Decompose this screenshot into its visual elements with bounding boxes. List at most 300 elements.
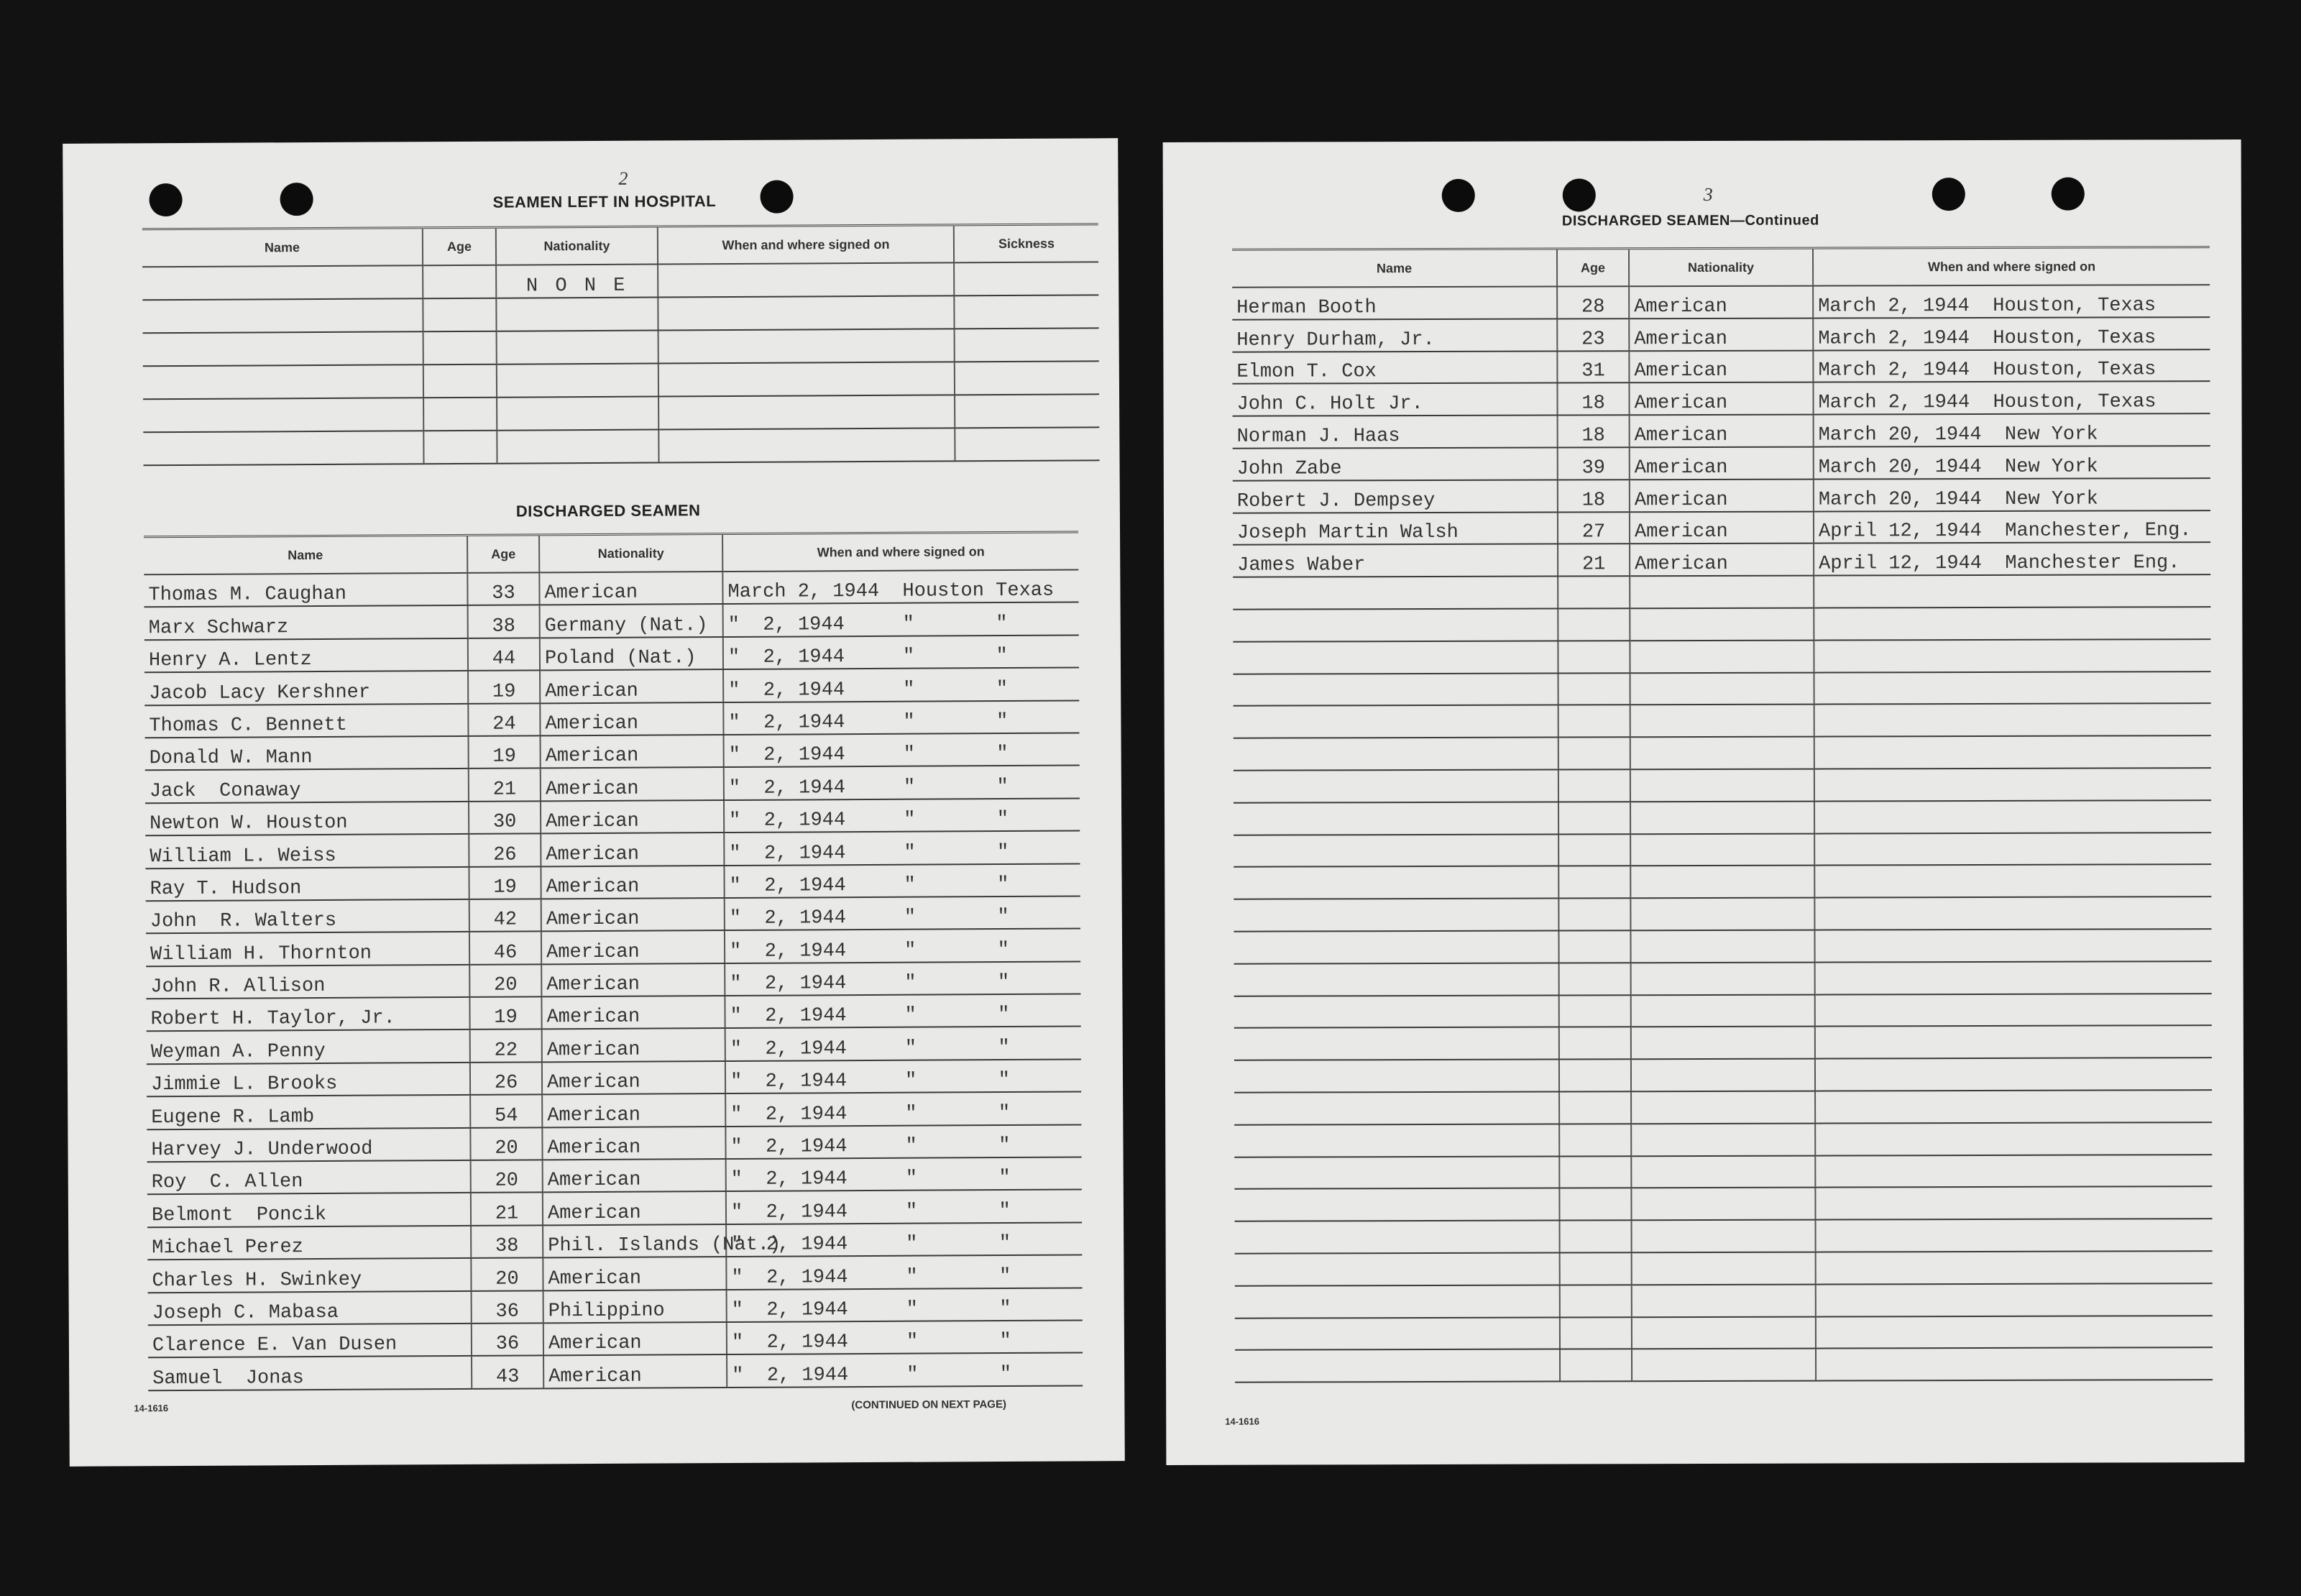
table-row — [1234, 994, 2212, 1028]
name-cell: Herman Booth — [1232, 287, 1557, 320]
age-cell — [1558, 608, 1630, 641]
age-cell: 19 — [468, 671, 540, 704]
hospital-table — [142, 223, 1100, 466]
signed-on-cell — [1815, 1090, 2212, 1123]
signed-on-cell: " 2, 1944 " " — [725, 1124, 1081, 1159]
name-cell: Eugene R. Lamb — [147, 1095, 470, 1129]
table-row — [143, 328, 1099, 366]
age-cell: 24 — [468, 703, 540, 736]
signed-on-cell: March 2, 1944 Houston, Texas — [1813, 349, 2210, 382]
nationality-cell — [496, 298, 658, 331]
nationality-cell — [497, 364, 658, 398]
name-cell — [143, 331, 423, 366]
nationality-cell — [1632, 1252, 1816, 1285]
discharged-section-title: DISCHARGED SEAMEN — [515, 501, 701, 520]
binder-hole — [1442, 179, 1475, 212]
age-cell — [1558, 834, 1630, 866]
nationality-cell: American — [1630, 447, 1814, 480]
signed-on-cell — [658, 329, 955, 363]
table-row — [1232, 382, 2210, 416]
age-cell: 23 — [1557, 318, 1629, 351]
column-header-signed-on: When and where signed on — [722, 532, 1078, 572]
nationality-cell — [1631, 1091, 1815, 1124]
name-cell — [1234, 705, 1558, 738]
signed-on-cell: " 2, 1944 " " — [723, 668, 1079, 702]
signed-on-cell — [1814, 896, 2211, 930]
age-cell — [1560, 1252, 1632, 1285]
age-cell: 33 — [467, 572, 539, 605]
age-cell — [1560, 1285, 1632, 1317]
table-row — [144, 700, 1079, 738]
table-row — [1234, 735, 2211, 770]
nationality-cell — [1630, 608, 1814, 641]
name-cell: John C. Holt Jr. — [1232, 383, 1557, 416]
nationality-cell: American — [540, 702, 723, 736]
age-cell: 22 — [470, 1029, 542, 1063]
nationality-cell: American — [541, 898, 725, 932]
table-row — [147, 1190, 1082, 1227]
continued-section-title: DISCHARGED SEAMEN—Continued — [1561, 212, 1819, 229]
table-row — [143, 394, 1099, 432]
signed-on-cell — [658, 362, 955, 396]
age-cell: 26 — [470, 1062, 542, 1095]
signed-on-cell: " 2, 1944 " " — [724, 798, 1080, 833]
name-cell — [1234, 673, 1558, 706]
table-row — [1234, 833, 2211, 867]
signed-on-cell — [1816, 1347, 2213, 1380]
right-page — [1163, 139, 2245, 1465]
form-number: 14-1616 — [134, 1403, 169, 1414]
age-cell — [1558, 769, 1630, 802]
name-cell — [1235, 1285, 1560, 1318]
nationality-cell: American — [543, 1354, 727, 1388]
signed-on-cell: " 2, 1944 " " — [724, 831, 1080, 866]
sickness-cell — [955, 328, 1099, 362]
age-cell: 27 — [1558, 512, 1630, 544]
discharged-seamen-table — [144, 531, 1083, 1391]
nationality-cell — [1631, 1155, 1815, 1188]
name-cell: James Waber — [1233, 544, 1558, 577]
name-cell: Roy C. Allen — [147, 1160, 471, 1195]
nationality-cell — [1631, 1123, 1815, 1155]
name-cell — [1234, 769, 1558, 802]
age-cell: 43 — [472, 1356, 543, 1389]
table-row — [147, 1092, 1081, 1129]
age-cell: 39 — [1558, 447, 1630, 480]
table-row — [142, 262, 1098, 300]
age-cell: 38 — [471, 1225, 543, 1258]
name-cell: Marx Schwarz — [144, 605, 468, 640]
nationality-cell — [1631, 962, 1815, 994]
table-row — [144, 668, 1079, 705]
table-row — [1232, 349, 2210, 384]
age-cell — [1559, 1156, 1631, 1188]
nationality-cell — [1630, 672, 1814, 705]
nationality-cell: American — [543, 1191, 726, 1225]
name-cell: Donald W. Mann — [145, 736, 469, 771]
signed-on-cell: " 2, 1944 " " — [726, 1222, 1082, 1257]
age-cell — [1559, 1124, 1631, 1156]
column-header-name: Name — [144, 535, 467, 574]
age-cell: 20 — [471, 1258, 543, 1291]
table-row — [147, 1255, 1082, 1293]
name-cell — [1235, 1349, 1560, 1382]
signed-on-cell: March 20, 1944 New York — [1814, 413, 2210, 446]
signed-on-cell — [658, 395, 955, 429]
form-number: 14-1616 — [1225, 1416, 1259, 1427]
name-cell — [143, 431, 423, 465]
column-header-nationality: Nationality — [496, 226, 658, 265]
age-cell — [1559, 1091, 1631, 1124]
nationality-cell: American — [1629, 286, 1813, 318]
nationality-cell: American — [1630, 544, 1814, 576]
age-cell — [423, 364, 497, 398]
signed-on-cell — [658, 262, 954, 297]
table-row — [1234, 961, 2212, 996]
signed-on-cell: March 2, 1944 Houston, Texas — [1813, 317, 2210, 350]
table-row — [1234, 1025, 2212, 1060]
nationality-cell: American — [542, 1127, 725, 1160]
table-row — [145, 766, 1080, 803]
nationality-cell — [1631, 1059, 1815, 1091]
name-cell — [1234, 963, 1559, 996]
name-cell: John R. Walters — [146, 899, 469, 934]
column-header-age: Age — [423, 227, 496, 265]
signed-on-cell — [1814, 833, 2211, 866]
nationality-cell — [1631, 1188, 1815, 1220]
binder-hole — [760, 180, 793, 214]
age-cell — [1558, 866, 1630, 899]
nationality-cell: American — [541, 833, 724, 866]
nationality-cell — [1630, 737, 1814, 769]
table-row — [147, 1222, 1082, 1260]
table-row — [144, 602, 1079, 640]
nationality-cell — [1630, 705, 1814, 737]
signed-on-cell: March 20, 1944 New York — [1814, 478, 2210, 511]
age-cell: 19 — [469, 735, 541, 769]
nationality-cell — [1632, 1316, 1816, 1349]
sickness-cell — [954, 262, 1098, 295]
age-cell: 38 — [468, 605, 540, 638]
signed-on-cell: " 2, 1944 " " — [723, 700, 1079, 735]
table-row — [143, 361, 1099, 399]
signed-on-cell — [1815, 1025, 2212, 1058]
binder-hole — [1932, 178, 1965, 211]
name-cell — [1235, 1317, 1560, 1350]
column-header-sickness: Sickness — [954, 224, 1098, 263]
signed-on-cell: " 2, 1944 " " — [725, 961, 1080, 996]
signed-on-cell — [1816, 1219, 2213, 1252]
table-row — [1233, 446, 2210, 480]
age-cell — [423, 431, 497, 464]
name-cell — [142, 298, 423, 333]
table-row — [146, 929, 1080, 966]
signed-on-cell: " 2, 1944 " " — [726, 1190, 1082, 1224]
nationality-cell: American — [540, 669, 723, 703]
nationality-cell — [497, 331, 658, 364]
signed-on-cell — [1814, 574, 2210, 607]
nationality-cell: American — [542, 1093, 725, 1127]
age-cell: 21 — [469, 769, 541, 802]
table-row — [146, 896, 1080, 933]
table-row — [144, 635, 1079, 672]
signed-on-cell — [1816, 1283, 2213, 1316]
table-row — [147, 1027, 1081, 1064]
table-row — [1235, 1316, 2213, 1350]
column-header-age: Age — [467, 535, 539, 573]
none-entry: N O N E — [496, 265, 658, 298]
nationality-cell: American — [543, 1322, 727, 1356]
age-cell: 36 — [472, 1290, 543, 1324]
nationality-cell: Phil. Islands (Nat.) — [543, 1224, 726, 1258]
age-cell: 20 — [471, 1160, 543, 1193]
age-cell — [1559, 963, 1631, 995]
name-cell: Newton W. Houston — [145, 802, 469, 836]
nationality-cell: American — [1629, 382, 1813, 415]
signed-on-cell — [1814, 800, 2211, 833]
sickness-cell — [955, 427, 1099, 461]
signed-on-cell: " 2, 1944 " " — [724, 766, 1080, 800]
name-cell — [1234, 1027, 1559, 1060]
table-row — [142, 295, 1098, 333]
table-row — [1235, 1251, 2213, 1285]
sickness-cell — [955, 394, 1099, 428]
signed-on-cell: March 20, 1944 New York — [1814, 446, 2210, 479]
signed-on-cell — [1816, 1316, 2213, 1349]
signed-on-cell — [658, 295, 954, 330]
age-cell: 20 — [469, 964, 541, 997]
name-cell — [1234, 738, 1558, 771]
table-row — [147, 1157, 1082, 1194]
signed-on-cell — [1815, 1155, 2212, 1188]
age-cell — [1560, 1220, 1632, 1252]
nationality-cell: American — [539, 572, 722, 605]
name-cell — [1234, 802, 1558, 835]
age-cell — [1558, 705, 1630, 738]
nationality-cell: American — [1630, 511, 1814, 544]
table-row — [1234, 704, 2211, 738]
signed-on-cell: " 2, 1944 " " — [726, 1255, 1082, 1290]
signed-on-cell — [1814, 704, 2211, 737]
nationality-cell: Poland (Nat.) — [540, 637, 723, 671]
name-cell: Elmon T. Cox — [1232, 351, 1557, 384]
age-cell — [423, 398, 497, 431]
table-row — [1234, 768, 2211, 802]
table-row — [145, 733, 1080, 770]
signed-on-cell — [1815, 961, 2212, 994]
name-cell: Ray T. Hudson — [145, 866, 469, 901]
table-row — [1234, 1058, 2212, 1092]
name-cell — [1234, 834, 1558, 867]
signed-on-cell: " 2, 1944 " " — [725, 1059, 1081, 1093]
nationality-cell: American — [541, 963, 725, 997]
name-cell: Joseph Martin Walsh — [1233, 512, 1558, 545]
discharged-seamen-continued-table — [1232, 246, 2213, 1383]
signed-on-cell: " 2, 1944 " " — [723, 602, 1079, 637]
name-cell — [143, 398, 423, 432]
age-cell: 31 — [1557, 351, 1629, 383]
nationality-cell — [1630, 769, 1814, 802]
signed-on-cell — [1815, 994, 2212, 1027]
name-cell: Michael Perez — [147, 1226, 471, 1260]
signed-on-cell: " 2, 1944 " " — [725, 929, 1080, 963]
table-row — [143, 427, 1099, 465]
age-cell — [1559, 995, 1631, 1027]
column-header-name: Name — [142, 228, 423, 267]
table-row — [1234, 1090, 2212, 1124]
continued-note: (CONTINUED ON NEXT PAGE) — [851, 1398, 1006, 1412]
name-cell: John R. Allison — [146, 965, 469, 999]
name-cell: Harvey J. Underwood — [147, 1128, 470, 1162]
age-cell — [1560, 1349, 1632, 1382]
age-cell: 18 — [1558, 415, 1630, 447]
age-cell: 21 — [471, 1193, 543, 1226]
age-cell — [1558, 930, 1630, 963]
name-cell — [1234, 995, 1559, 1028]
nationality-cell: American — [1630, 479, 1814, 511]
age-cell — [1558, 641, 1630, 673]
signed-on-cell — [1814, 671, 2211, 705]
age-cell — [1558, 737, 1630, 769]
column-header-nationality: Nationality — [539, 534, 722, 573]
column-header-nationality: Nationality — [1629, 248, 1813, 286]
name-cell — [1234, 1060, 1559, 1093]
name-cell — [1234, 866, 1558, 899]
name-cell — [1233, 608, 1558, 641]
age-cell — [1558, 898, 1630, 930]
table-row — [1234, 896, 2211, 931]
nationality-cell — [1631, 1027, 1815, 1059]
table-row — [1235, 1219, 2213, 1253]
table-row — [1234, 800, 2211, 835]
name-cell — [1234, 1156, 1559, 1189]
column-header-age: Age — [1557, 249, 1629, 287]
nationality-cell — [1632, 1284, 1816, 1316]
name-cell — [1234, 899, 1558, 932]
signed-on-cell: March 2, 1944 Houston Texas — [722, 569, 1078, 604]
signed-on-cell: " 2, 1944 " " — [725, 994, 1080, 1029]
nationality-cell: Philippino — [543, 1290, 727, 1324]
age-cell — [1559, 1059, 1631, 1091]
signed-on-cell — [658, 428, 955, 462]
table-row — [148, 1353, 1083, 1390]
name-cell — [1234, 1091, 1559, 1124]
table-row — [146, 994, 1080, 1032]
binder-hole — [280, 183, 313, 216]
signed-on-cell: " 2, 1944 " " — [725, 1092, 1081, 1127]
nationality-cell: American — [541, 930, 725, 964]
name-cell: Jack Conaway — [145, 769, 469, 803]
name-cell: Belmont Poncik — [147, 1193, 471, 1227]
table-row — [148, 1320, 1083, 1357]
nationality-cell: American — [541, 800, 724, 834]
table-row — [1234, 1155, 2212, 1189]
table-row — [1233, 478, 2210, 513]
age-cell: 18 — [1558, 480, 1630, 512]
nationality-cell: American — [1630, 415, 1814, 447]
signed-on-cell — [1814, 864, 2211, 897]
signed-on-cell: " 2, 1944 " " — [725, 1027, 1081, 1061]
age-cell: 54 — [470, 1095, 542, 1128]
signed-on-cell: " 2, 1944 " " — [724, 863, 1080, 898]
sickness-cell — [955, 361, 1099, 395]
signed-on-cell: " 2, 1944 " " — [725, 896, 1080, 930]
signed-on-cell — [1815, 1058, 2212, 1091]
age-cell — [1558, 673, 1630, 705]
table-row — [1234, 1186, 2212, 1221]
name-cell — [1233, 577, 1558, 610]
signed-on-cell: March 2, 1944 Houston, Texas — [1813, 382, 2210, 415]
nationality-cell — [1631, 994, 1815, 1027]
table-row — [145, 831, 1080, 868]
nationality-cell — [497, 430, 658, 464]
table-row — [1234, 929, 2211, 963]
binder-hole — [149, 183, 182, 216]
age-cell: 42 — [469, 899, 541, 932]
age-cell — [1560, 1317, 1632, 1349]
table-row — [1233, 510, 2210, 545]
table-row — [147, 1124, 1081, 1162]
name-cell — [1234, 1188, 1559, 1221]
name-cell — [1235, 1252, 1560, 1285]
age-cell — [1558, 802, 1630, 834]
name-cell: John Zabe — [1233, 448, 1558, 481]
name-cell: Jacob Lacy Kershner — [144, 671, 468, 705]
signed-on-cell — [1816, 1251, 2213, 1284]
name-cell: Jimmie L. Brooks — [147, 1063, 470, 1097]
name-cell: Charles H. Swinkey — [147, 1258, 471, 1293]
name-cell: Robert J. Dempsey — [1233, 480, 1558, 513]
table-row — [1233, 574, 2210, 609]
table-row — [1232, 285, 2210, 319]
column-header-signed-on: When and where signed on — [1813, 247, 2210, 286]
signed-on-cell: " 2, 1944 " " — [727, 1320, 1083, 1354]
nationality-cell: American — [541, 767, 724, 801]
column-header-name: Name — [1232, 249, 1557, 288]
signed-on-cell: April 12, 1944 Manchester, Eng. — [1814, 510, 2210, 544]
age-cell — [423, 265, 496, 299]
signed-on-cell: " 2, 1944 " " — [727, 1353, 1083, 1388]
binder-hole — [2052, 178, 2085, 211]
name-cell: William H. Thornton — [146, 932, 469, 966]
signed-on-cell — [1814, 607, 2210, 640]
nationality-cell: American — [543, 1159, 726, 1193]
age-cell: 26 — [469, 834, 541, 867]
table-row — [1233, 607, 2210, 641]
nationality-cell: Germany (Nat.) — [540, 604, 723, 638]
age-cell: 18 — [1557, 383, 1629, 416]
table-row — [145, 798, 1080, 835]
name-cell: Thomas M. Caughan — [144, 573, 467, 607]
nationality-cell: American — [541, 866, 724, 899]
name-cell: Robert H. Taylor, Jr. — [146, 997, 469, 1032]
signed-on-cell — [1814, 639, 2210, 672]
signed-on-cell: March 2, 1944 Houston, Texas — [1813, 285, 2210, 318]
name-cell: Joseph C. Mabasa — [148, 1290, 472, 1325]
table-row — [1234, 671, 2211, 706]
age-cell — [1559, 1188, 1631, 1221]
name-cell — [143, 364, 423, 399]
nationality-cell: American — [543, 1257, 726, 1290]
table-row — [147, 1059, 1081, 1096]
nationality-cell: American — [541, 996, 725, 1029]
age-cell: 28 — [1557, 286, 1629, 318]
table-row — [144, 569, 1078, 607]
nationality-cell — [1630, 576, 1814, 608]
age-cell: 19 — [469, 866, 541, 899]
nationality-cell: American — [542, 1029, 725, 1063]
table-row — [1234, 1122, 2212, 1157]
